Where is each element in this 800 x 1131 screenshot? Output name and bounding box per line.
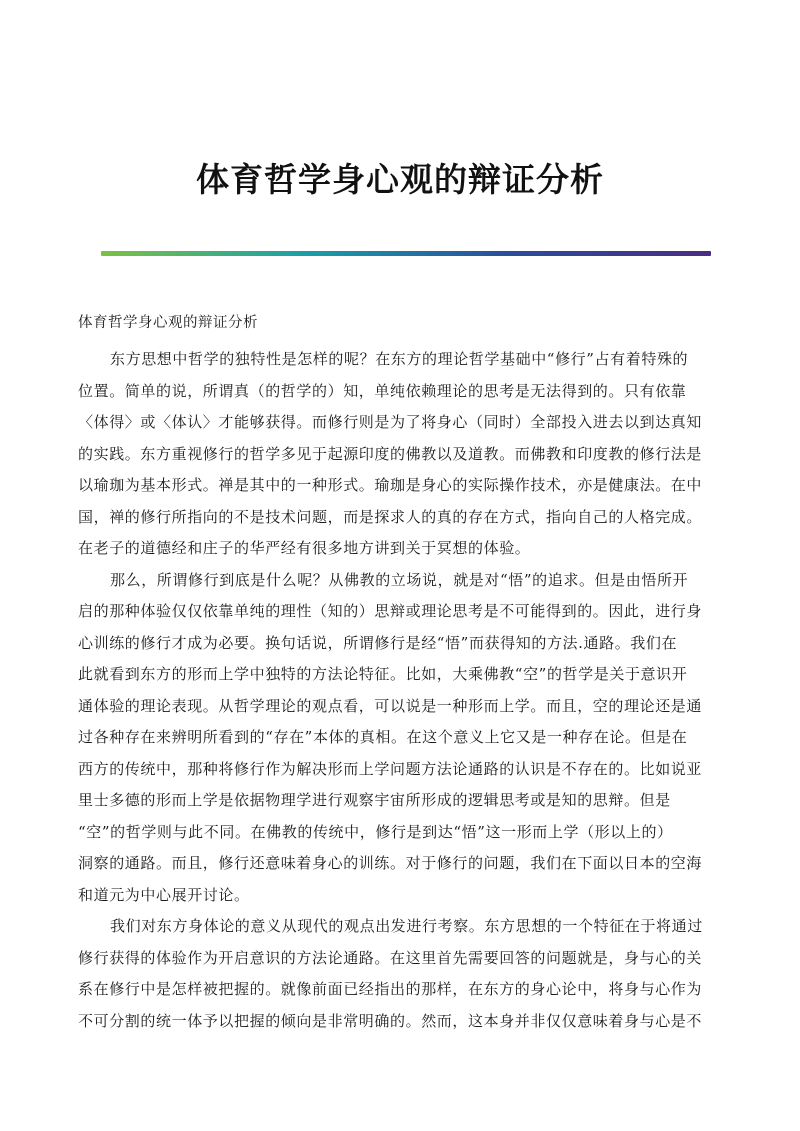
text-line: 我们对东方身体论的意义从现代的观点出发进行考察。东方思想的一个特征在于将通过 bbox=[110, 917, 703, 935]
text-line: 在老子的道德经和庄子的华严经有很多地方讲到关于冥想的体验。 bbox=[78, 539, 531, 557]
text-line: 以瑜珈为基本形式。禅是其中的一种形式。瑜珈是身心的实际操作技术，亦是健康法。在中 bbox=[78, 476, 703, 494]
document-title: 体育哲学身心观的辩证分析 bbox=[196, 160, 604, 199]
text-line: “空”的哲学则与此不同。在佛教的传统中，修行是到达“悟”这一形而上学（形以上的） bbox=[78, 822, 673, 841]
text-line: 此就看到东方的形而上学中独特的方法论特征。比如，大乘佛教“空”的哲学是关于意识开 bbox=[78, 665, 688, 683]
text-line: 里士多德的形而上学是依据物理学进行观察宇宙所形成的逻辑思考或是知的思辩。但是 bbox=[78, 791, 671, 809]
text-line: 和道元为中心展开讨论。 bbox=[78, 885, 250, 904]
text-line: 过各种存在来辨明所看到的“存在”本体的真相。在这个意义上它又是一种存在论。但是在 bbox=[78, 728, 688, 746]
document-subtitle: 体育哲学身心观的辩证分析 bbox=[78, 315, 258, 331]
paragraph bbox=[78, 344, 723, 565]
text-line: 通体验的理论表现。从哲学理论的观点看，可以说是一种形而上学。而且，空的理论还是通 bbox=[78, 696, 703, 715]
text-line: 位置。简单的说，所谓真（的哲学的）知，单纯依赖理论的思考是无法得到的。只有依靠 bbox=[78, 381, 687, 400]
text-line: 西方的传统中，那种将修行作为解决形而上学问题方法论通路的认识是不存在的。比如说亚 bbox=[78, 759, 703, 778]
text-line: 心训练的修行才成为必要。换句话说，所谓修行是经“悟”而获得知的方法.通路。我们在 bbox=[78, 633, 678, 652]
text-line: 洞察的通路。而且，修行还意味着身心的训练。对于修行的问题，我们在下面以日本的空海 bbox=[78, 854, 703, 872]
title-divider bbox=[101, 251, 711, 256]
text-line: 的实践。东方重视修行的哲学多见于起源印度的佛教以及道教。而佛教和印度教的修行法是 bbox=[78, 444, 703, 463]
paragraph bbox=[78, 565, 723, 912]
text-line: 不可分割的统一体予以把握的倾向是非常明确的。然而，这本身并非仅仅意味着身与心是不 bbox=[78, 1011, 703, 1030]
text-line: 修行获得的体验作为开启意识的方法论通路。在这里首先需要回答的问题就是，身与心的关 bbox=[78, 948, 703, 967]
text-line: 启的那种体验仅仅依靠单纯的理性（知的）思辩或理论思考是不可能得到的。因此，进行身 bbox=[78, 602, 703, 620]
text-line: 那么，所谓修行到底是什么呢？从佛教的立场说，就是对“悟”的追求。但是由悟所开 bbox=[110, 570, 689, 589]
body-text bbox=[78, 344, 723, 1037]
paragraph bbox=[78, 911, 723, 1037]
text-line: 系在修行中是怎样被把握的。就像前面已经指出的那样，在东方的身心论中，将身与心作为 bbox=[78, 980, 703, 998]
text-line: 国，禅的修行所指向的不是技术问题，而是探求人的真的存在方式，指向自己的人格完成。 bbox=[78, 507, 703, 526]
text-line: 〈体得〉或〈体认〉才能够获得。而修行则是为了将身心（同时）全部投入进去以到达真知 bbox=[78, 413, 703, 431]
text-line: 东方思想中哲学的独特性是怎样的呢？在东方的理论哲学基础中“修行”占有着特殊的 bbox=[110, 350, 689, 368]
